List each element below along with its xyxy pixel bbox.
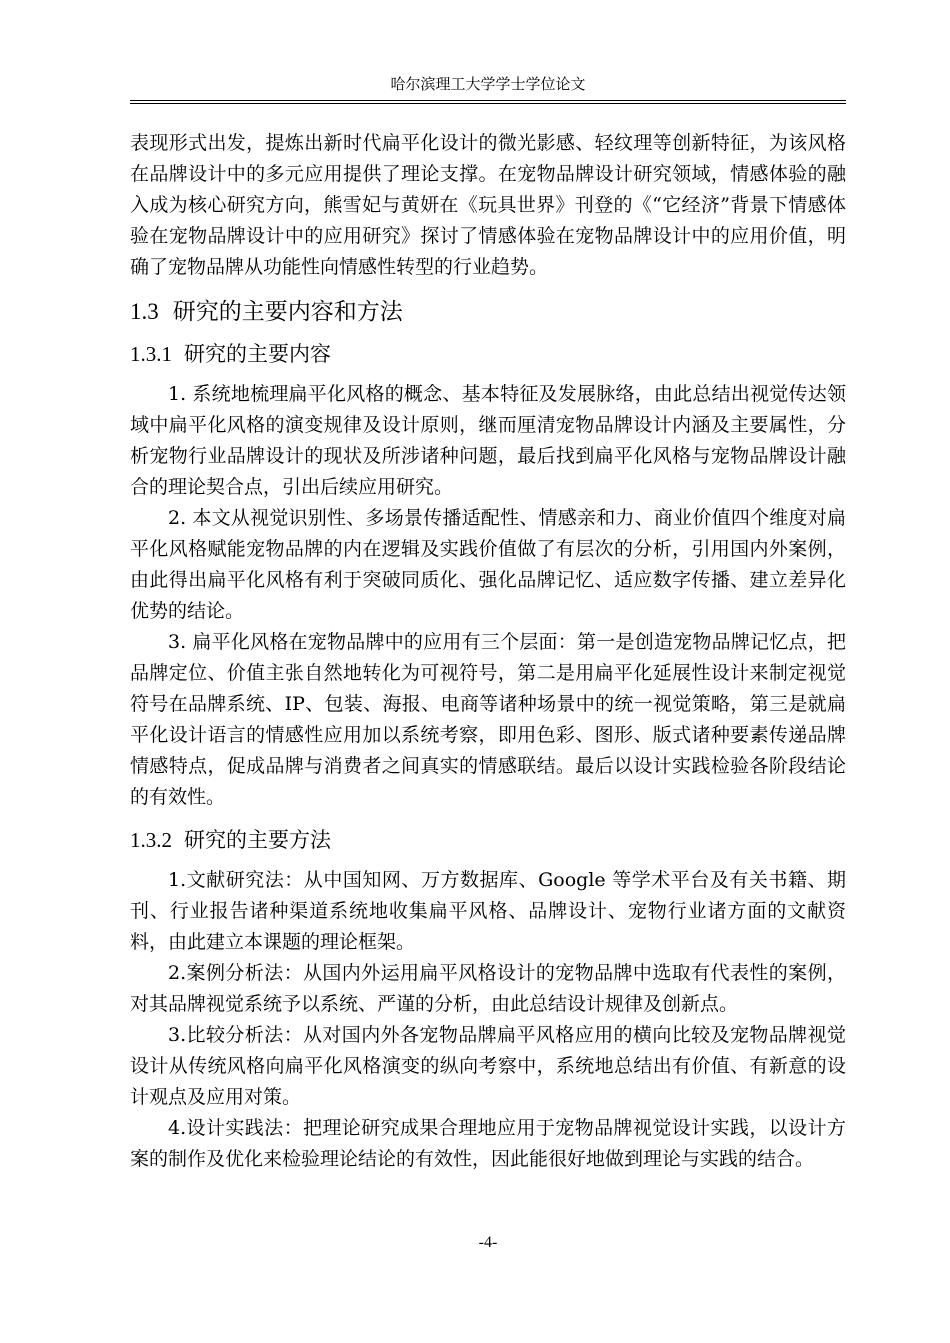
subsection-heading-1-3-2 — [130, 825, 846, 855]
subsection-title: 研究的主要内容 — [184, 342, 331, 366]
section-title: 研究的主要内容和方法 — [172, 299, 403, 325]
running-header: 哈尔滨理工大学学士学位论文 — [390, 75, 586, 93]
method-paragraph-2: 2.案例分析法：从国内外运用扁平风格设计的宠物品牌中选取有代表性的案例，对其品牌视觉系统予以系统、严谨的分析，由此总结设计规律及创新点。 — [130, 962, 846, 1015]
subsection-title: 研究的主要方法 — [184, 828, 331, 852]
subsection-number: 1.3.1 — [130, 342, 172, 366]
method-paragraph-4: 4.设计实践法：把理论研究成果合理地应用于宠物品牌视觉设计实践，以设计方案的制作及优化来检验理论结论的有效性，因此能很好地做到理论与实践的结合。 — [130, 1117, 846, 1170]
content-paragraph-3: 3. 扁平化风格在宠物品牌中的应用有三个层面：第一是创造宠物品牌记忆点，把品牌定位、价值主张自然地转化为可视符号，第二是用扁平化延展性设计来制定视觉符号在品牌系统、IP、包装、海报、电商等诸种场景中的统一视觉策略，第三是就扁平化设计语言的情感性应用加以系统考察，即用色彩、图形、版式诸种要素传递品牌情感特点，促成品牌与消费者之间真实的情感联结。最后以设计实践检验各阶段结论的有效性。 — [130, 631, 846, 808]
subsection-heading-1-3-1 — [130, 339, 846, 369]
method-paragraph-3: 3.比较分析法：从对国内外各宠物品牌扁平风格应用的横向比较及宠物品牌视觉设计从传统风格向扁平化风格演变的纵向考察中，系统地总结出有价值、有新意的设计观点及应用对策。 — [130, 1024, 846, 1108]
page-number: -4- — [478, 1234, 498, 1251]
header-rule — [130, 100, 846, 104]
content-paragraph-1: 1. 系统地梳理扁平化风格的概念、基本特征及发展脉络，由此总结出视觉传达领域中扁平化风格的演变规律及设计原则，继而厘清宠物品牌设计内涵及主要属性，分析宠物行业品牌设计的现状及所涉诸种问题，最后找到扁平化风格与宠物品牌设计融合的理论契合点，引出后续应用研究。 — [130, 383, 846, 498]
content-paragraph-2: 2. 本文从视觉识别性、多场景传播适配性、情感亲和力、商业价值四个维度对扁平化风格赋能宠物品牌的内在逻辑及实践价值做了有层次的分析，引用国内外案例，由此得出扁平化风格有利于突破同质化、强化品牌记忆、适应数字传播、建立差异化优势的结论。 — [130, 507, 846, 622]
page-body — [130, 128, 846, 1175]
subsection-number: 1.3.2 — [130, 828, 172, 852]
method-paragraph-1: 1.文献研究法：从中国知网、万方数据库、Google 等学术平台及有关书籍、期刊、行业报告诸种渠道系统地收集扁平风格、品牌设计、宠物行业诸方面的文献资料，由此建立本课题的理论框架。 — [130, 869, 846, 953]
intro-paragraph: 表现形式出发，提炼出新时代扁平化设计的微光影感、轻纹理等创新特征，为该风格在品牌设计中的多元应用提供了理论支撑。在宠物品牌设计研究领域，情感体验的融入成为核心研究方向，熊雪妃与黄妍在《玩具世界》刊登的《“它经济”背景下情感体验在宠物品牌设计中的应用研究》探讨了情感体验在宠物品牌设计中的应用价值，明确了宠物品牌从功能性向情感性转型的行业趋势。 — [130, 132, 846, 278]
section-heading-1-3 — [130, 297, 846, 327]
section-number: 1.3 — [130, 299, 159, 324]
